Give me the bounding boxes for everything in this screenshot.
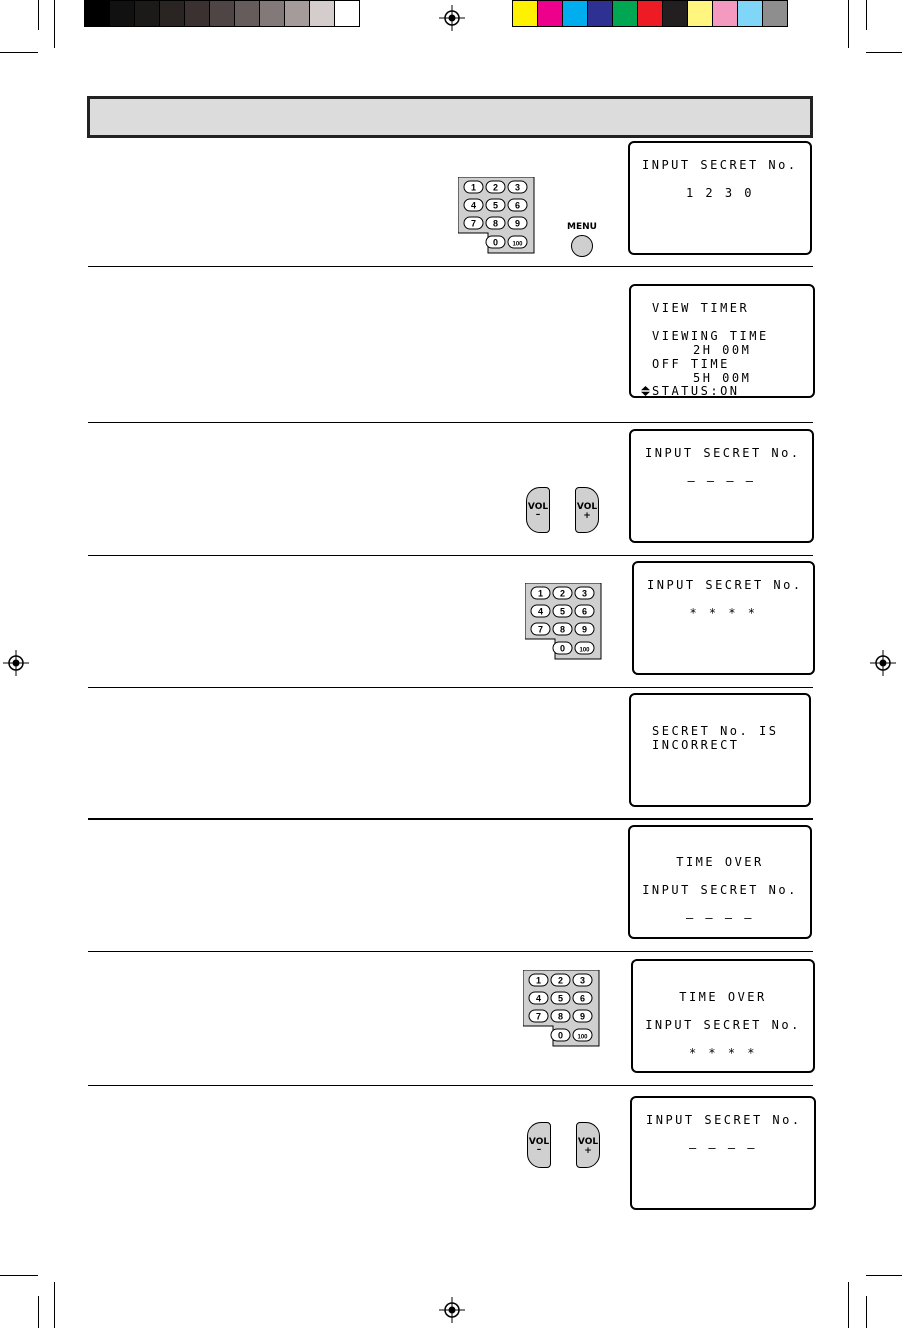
keypad-key-7[interactable] — [531, 623, 550, 635]
keypad-key-0[interactable] — [486, 236, 505, 248]
plus-sign: + — [584, 1146, 592, 1156]
keypad-key-label: 1 — [470, 182, 477, 193]
keypad-key-label: 8 — [559, 624, 566, 635]
keypad-key-label: 9 — [579, 1011, 586, 1022]
step-divider — [88, 951, 813, 952]
keypad-key-8[interactable] — [553, 623, 572, 635]
keypad-key-label: 4 — [535, 993, 542, 1004]
keypad-key-8[interactable] — [551, 1010, 570, 1022]
step-divider — [88, 422, 813, 423]
volume-up-button[interactable] — [575, 487, 599, 533]
calibration-swatch — [562, 0, 588, 27]
osd-line: INPUT SECRET No. — [645, 446, 801, 460]
keypad-key-9[interactable] — [575, 623, 594, 635]
keypad-key-label: 100 — [512, 241, 523, 248]
calibration-swatch — [587, 0, 613, 27]
osd-screen-input-secret — [628, 141, 812, 255]
keypad-key-2[interactable] — [553, 587, 572, 599]
keypad-key-label: 5 — [559, 606, 566, 617]
vol-label: VOL — [577, 1137, 599, 1147]
osd-screen-input-secret — [630, 1096, 816, 1210]
crop-mark — [54, 0, 55, 48]
keypad-key-label: 0 — [559, 643, 566, 654]
keypad-key-label: 100 — [579, 647, 590, 654]
calibration-swatch — [637, 0, 663, 27]
keypad-key-label: 9 — [514, 218, 521, 229]
crop-mark — [866, 52, 902, 53]
osd-line: TIME OVER — [679, 990, 767, 1004]
calibration-swatch — [284, 0, 310, 27]
keypad-key-label: 0 — [557, 1030, 564, 1041]
remote-number-keypad[interactable] — [525, 583, 605, 661]
keypad-key-9[interactable] — [573, 1010, 592, 1022]
crop-mark — [848, 0, 849, 48]
step-divider — [88, 555, 813, 556]
keypad-key-1[interactable] — [531, 587, 550, 599]
step-divider — [88, 818, 813, 820]
menu-button-circle — [571, 235, 593, 257]
calibration-swatch — [662, 0, 688, 27]
crop-mark — [38, 1296, 39, 1328]
osd-line: SECRET No. IS — [652, 724, 779, 738]
volume-down-button[interactable] — [527, 1122, 551, 1168]
registration-mark-icon — [439, 1297, 465, 1323]
keypad-key-5[interactable] — [553, 605, 572, 617]
keypad-key-3[interactable] — [573, 974, 592, 986]
keypad-key-label: 1 — [535, 975, 542, 986]
keypad-key-3[interactable] — [575, 587, 594, 599]
keypad-key-label: 5 — [557, 993, 564, 1004]
crop-mark — [0, 1275, 38, 1276]
keypad-key-3[interactable] — [508, 181, 527, 193]
calibration-swatch — [612, 0, 638, 27]
calibration-swatch — [334, 0, 360, 27]
crop-mark — [848, 1282, 849, 1328]
crop-mark — [866, 0, 867, 30]
registration-mark-icon — [439, 5, 465, 31]
osd-line: INPUT SECRET No. — [647, 578, 803, 592]
registration-mark-icon — [870, 650, 896, 676]
keypad-key-4[interactable] — [464, 199, 483, 211]
crop-mark — [0, 52, 38, 53]
osd-screen-time-over — [631, 959, 815, 1073]
calibration-swatch — [537, 0, 563, 27]
keypad-key-8[interactable] — [486, 217, 505, 229]
keypad-key-label: 7 — [470, 218, 477, 229]
registration-mark-icon — [3, 650, 29, 676]
keypad-key-label: 2 — [557, 975, 564, 986]
keypad-key-0[interactable] — [553, 642, 572, 654]
keypad-key-label: 9 — [581, 624, 588, 635]
keypad-key-6[interactable] — [573, 992, 592, 1004]
osd-line: INPUT SECRET No. — [642, 883, 798, 897]
keypad-key-label: 3 — [514, 182, 521, 193]
calibration-swatch — [109, 0, 135, 27]
osd-line: VIEWING TIME — [652, 329, 769, 343]
keypad-key-5[interactable] — [551, 992, 570, 1004]
keypad-key-label: 6 — [581, 606, 588, 617]
keypad-key-label: 2 — [559, 588, 566, 599]
osd-screen-time-over — [628, 825, 812, 939]
step-divider — [88, 687, 813, 688]
crop-mark — [38, 0, 39, 30]
calibration-swatch — [259, 0, 285, 27]
keypad-key-label: 8 — [492, 218, 499, 229]
menu-button-label: MENU — [567, 222, 597, 232]
calibration-swatch — [512, 0, 538, 27]
calibration-swatch — [712, 0, 738, 27]
crop-mark — [54, 1282, 55, 1328]
keypad-key-100[interactable] — [573, 1029, 592, 1041]
vol-label: VOL — [528, 1137, 550, 1147]
section-header-bar — [87, 96, 813, 138]
osd-line: INPUT SECRET No. — [646, 1113, 802, 1127]
vol-label: VOL — [527, 502, 549, 512]
volume-up-button[interactable] — [576, 1122, 600, 1168]
plus-sign: + — [583, 511, 591, 521]
osd-line: OFF TIME — [652, 357, 730, 371]
osd-line: TIME OVER — [676, 855, 764, 869]
vol-label: VOL — [576, 502, 598, 512]
keypad-key-label: 8 — [557, 1011, 564, 1022]
remote-number-keypad[interactable] — [523, 970, 603, 1048]
calibration-swatch — [737, 0, 763, 27]
keypad-key-7[interactable] — [529, 1010, 548, 1022]
keypad-key-6[interactable] — [508, 199, 527, 211]
volume-down-button[interactable] — [526, 487, 550, 533]
crop-mark — [866, 1296, 867, 1328]
keypad-key-6[interactable] — [575, 605, 594, 617]
menu-button[interactable] — [562, 222, 602, 272]
osd-screen-secret-incorrect — [629, 693, 811, 807]
keypad-key-5[interactable] — [486, 199, 505, 211]
step-divider — [88, 1085, 813, 1086]
remote-number-keypad[interactable] — [458, 177, 538, 255]
keypad-key-label: 3 — [579, 975, 586, 986]
calibration-swatch — [209, 0, 235, 27]
osd-line: – – – – — [687, 474, 756, 488]
calibration-swatch — [687, 0, 713, 27]
keypad-key-1[interactable] — [529, 974, 548, 986]
minus-sign: – — [536, 1145, 542, 1155]
keypad-key-label: 7 — [535, 1011, 542, 1022]
osd-line: 2H 00M — [693, 343, 752, 357]
keypad-key-label: 2 — [492, 182, 499, 193]
osd-line: – – – – — [688, 1141, 758, 1155]
osd-line: INPUT SECRET No. — [645, 1018, 801, 1032]
keypad-key-label: 4 — [470, 200, 477, 211]
osd-line: INPUT SECRET No. — [642, 158, 798, 172]
keypad-key-2[interactable] — [551, 974, 570, 986]
up-down-arrow-icon — [641, 386, 650, 396]
osd-screen-input-secret — [632, 561, 815, 675]
calibration-swatch — [309, 0, 335, 27]
keypad-key-0[interactable] — [551, 1029, 570, 1041]
osd-line: 5H 00M — [693, 371, 752, 385]
osd-line: * * * * — [689, 606, 758, 620]
osd-line: 1 2 3 0 — [685, 186, 755, 200]
keypad-key-100[interactable] — [508, 236, 527, 248]
keypad-key-9[interactable] — [508, 217, 527, 229]
keypad-key-100[interactable] — [575, 642, 594, 654]
keypad-key-label: 0 — [492, 237, 499, 248]
keypad-key-7[interactable] — [464, 217, 483, 229]
calibration-swatch — [184, 0, 210, 27]
keypad-key-label: 4 — [537, 606, 544, 617]
calibration-swatch — [762, 0, 788, 27]
calibration-swatch — [84, 0, 110, 27]
calibration-swatch — [134, 0, 160, 27]
keypad-key-4[interactable] — [529, 992, 548, 1004]
keypad-key-1[interactable] — [464, 181, 483, 193]
osd-line: INCORRECT — [652, 738, 740, 752]
osd-line: VIEW TIMER — [652, 301, 750, 315]
keypad-key-4[interactable] — [531, 605, 550, 617]
step-divider — [88, 266, 813, 267]
keypad-key-label: 6 — [514, 200, 521, 211]
crop-mark — [866, 1275, 902, 1276]
keypad-key-label: 3 — [581, 588, 588, 599]
keypad-key-label: 6 — [579, 993, 586, 1004]
keypad-key-2[interactable] — [486, 181, 505, 193]
calibration-swatch — [234, 0, 260, 27]
osd-screen-input-secret — [629, 429, 814, 543]
keypad-key-label: 1 — [537, 588, 544, 599]
keypad-key-label: 5 — [492, 200, 499, 211]
osd-line: STATUS:ON — [652, 384, 740, 398]
osd-screen-view-timer — [629, 284, 815, 398]
osd-line: * * * * — [688, 1046, 758, 1060]
minus-sign: – — [535, 510, 541, 520]
keypad-key-label: 100 — [577, 1034, 588, 1041]
osd-line: – – – – — [685, 911, 755, 925]
keypad-key-label: 7 — [537, 624, 544, 635]
calibration-swatch — [159, 0, 185, 27]
